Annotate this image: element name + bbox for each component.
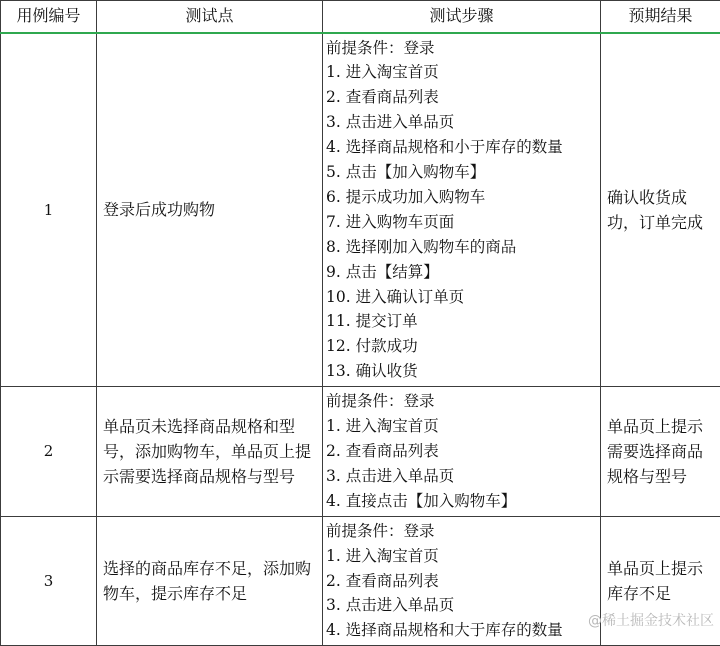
step-line: 10. 进入确认订单页 [326,285,598,310]
test-point: 登录后成功购物 [97,33,323,387]
expected-result: 单品页上提示库存不足 [601,516,720,646]
step-line: 4. 选择商品规格和小于库存的数量 [326,135,598,160]
step-line: 前提条件：登录 [326,389,598,414]
step-line: 3. 点击进入单品页 [326,464,598,489]
step-line: 前提条件：登录 [326,519,598,544]
step-line: 2. 查看商品列表 [326,569,598,594]
step-line: 8. 选择刚加入购物车的商品 [326,235,598,260]
step-line: 3. 点击进入单品页 [326,593,598,618]
step-line: 前提条件：登录 [326,36,598,61]
header-test-steps: 测试步骤 [323,1,601,33]
header-expected-result: 预期结果 [601,1,720,33]
case-id: 1 [1,33,97,387]
header-test-point: 测试点 [97,1,323,33]
step-line: 6. 提示成功加入购物车 [326,185,598,210]
test-steps [323,516,601,646]
test-steps [323,33,601,387]
step-line: 1. 进入淘宝首页 [326,544,598,569]
test-point: 选择的商品库存不足，添加购物车，提示库存不足 [97,516,323,646]
step-line: 4. 选择商品规格和大于库存的数量 [326,618,598,643]
table-row [1,387,720,517]
watermark: @稀土掘金技术社区 [588,610,714,630]
header-case-id: 用例编号 [1,1,97,33]
test-point: 单品页未选择商品规格和型号，添加购物车，单品页上提示需要选择商品规格与型号 [97,387,323,517]
step-line: 1. 进入淘宝首页 [326,414,598,439]
expected-result: 单品页上提示需要选择商品规格与型号 [601,387,720,517]
expected-result: 确认收货成功，订单完成 [601,33,720,387]
step-line: 2. 查看商品列表 [326,439,598,464]
step-line: 3. 点击进入单品页 [326,110,598,135]
case-id: 2 [1,387,97,517]
header-row [1,1,720,33]
step-line: 9. 点击【结算】 [326,260,598,285]
test-steps [323,387,601,517]
case-id: 3 [1,516,97,646]
step-line: 7. 进入购物车页面 [326,210,598,235]
step-line: 1. 进入淘宝首页 [326,60,598,85]
step-line: 5. 点击【加入购物车】 [326,160,598,185]
table-row [1,33,720,387]
step-line: 2. 查看商品列表 [326,85,598,110]
step-line: 13. 确认收货 [326,359,598,384]
step-line: 12. 付款成功 [326,334,598,359]
step-line: 4. 直接点击【加入购物车】 [326,489,598,514]
step-line: 11. 提交订单 [326,309,598,334]
